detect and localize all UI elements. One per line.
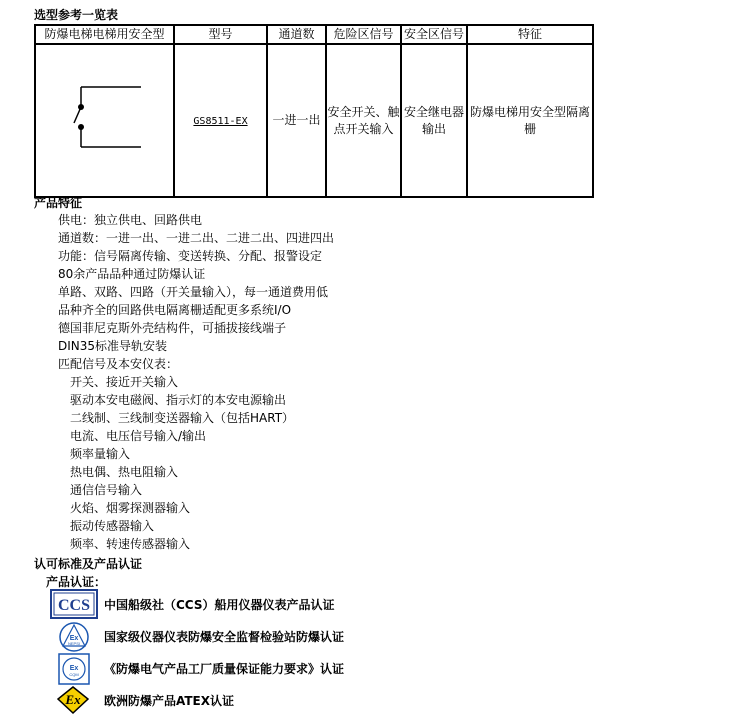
svg-text:Ex: Ex <box>69 635 79 642</box>
cert-text-cqm: 《防爆电气产品工厂质量保证能力要求》认证 <box>104 662 345 676</box>
cert-text-atex: 欧洲防爆产品ATEX认证 <box>104 694 234 708</box>
table-row <box>35 44 593 197</box>
safe-signal-cell: 安全继电器输出 <box>401 44 467 197</box>
signal-item: 电流、电压信号输入/输出 <box>70 429 207 443</box>
header-type: 防爆电梯电梯用安全型 <box>35 25 174 44</box>
signal-item: 频率量输入 <box>70 447 131 461</box>
signal-item: 二线制、三线制变送器输入（包括HART） <box>70 411 295 425</box>
certification-subtitle: 产品认证： <box>46 575 107 589</box>
signal-item: 振动传感器输入 <box>70 519 155 533</box>
hazard-signal-cell: 安全开关、触点开关输入 <box>326 44 401 197</box>
signal-item: 火焰、烟雾探测器输入 <box>70 501 191 515</box>
feature-item: 功能：信号隔离传输、变送转换、分配、报警设定 <box>58 249 323 263</box>
feature-item: 通道数：一进一出、一进二出、二进二出、四进四出 <box>58 231 335 245</box>
signal-item: 开关、接近开关输入 <box>70 375 179 389</box>
selection-table <box>34 24 594 198</box>
signal-item: 通信信号输入 <box>70 483 143 497</box>
signal-item: 驱动本安电磁阀、指示灯的本安电源输出 <box>70 393 287 407</box>
feature-item: 匹配信号及本安仪表： <box>58 357 179 371</box>
feature-item: 单路、双路、四路（开关量输入），每一通道费用低 <box>58 285 329 299</box>
feature-item: 德国菲尼克斯外壳结构件，可插拔接线端子 <box>58 321 287 335</box>
switch-symbol-icon <box>37 45 172 191</box>
header-channels: 通道数 <box>267 25 326 44</box>
cqm-logo-icon <box>58 653 90 685</box>
header-safe-signal: 安全区信号 <box>401 25 467 44</box>
header-hazard-signal: 危险区信号 <box>326 25 401 44</box>
certification-title: 认可标准及产品认证 <box>34 557 143 571</box>
ccs-logo-text: CCS <box>57 597 91 614</box>
switch-diagram-cell <box>35 44 174 197</box>
table-header-row <box>35 25 593 44</box>
model-cell <box>174 44 267 197</box>
svg-text:Ex: Ex <box>69 665 79 672</box>
svg-text:CQM: CQM <box>69 672 79 677</box>
cert-text-ccs: 中国船级社（CCS）船用仪器仪表产品认证 <box>104 598 335 612</box>
model-link[interactable]: GS8511-EX <box>193 115 248 127</box>
feature-item: 供电：独立供电、回路供电 <box>58 213 203 227</box>
signal-item: 频率、转速传感器输入 <box>70 537 191 551</box>
selection-title: 选型参考一览表 <box>34 8 119 22</box>
feature-item: DIN35标准导轨安装 <box>58 339 168 353</box>
svg-text:NEPSI: NEPSI <box>67 641 81 646</box>
ccs-logo-icon <box>50 589 98 619</box>
atex-logo-icon <box>57 685 89 715</box>
nepsi-logo-icon <box>58 621 90 653</box>
feature-cell: 防爆电梯用安全型隔离栅 <box>467 44 593 197</box>
feature-item: 80余产品品种通过防爆认证 <box>58 267 206 281</box>
cert-text-nepsi: 国家级仪器仪表防爆安全监督检验站防爆认证 <box>104 630 345 644</box>
header-feature: 特征 <box>467 25 593 44</box>
signal-item: 热电偶、热电阻输入 <box>70 465 179 479</box>
channels-cell: 一进一出 <box>267 44 326 197</box>
feature-item: 品种齐全的回路供电隔离栅适配更多系统I/O <box>58 303 292 317</box>
atex-logo-text: Ex <box>65 692 81 707</box>
features-title: 产品特征 <box>34 196 83 210</box>
header-model: 型号 <box>174 25 267 44</box>
